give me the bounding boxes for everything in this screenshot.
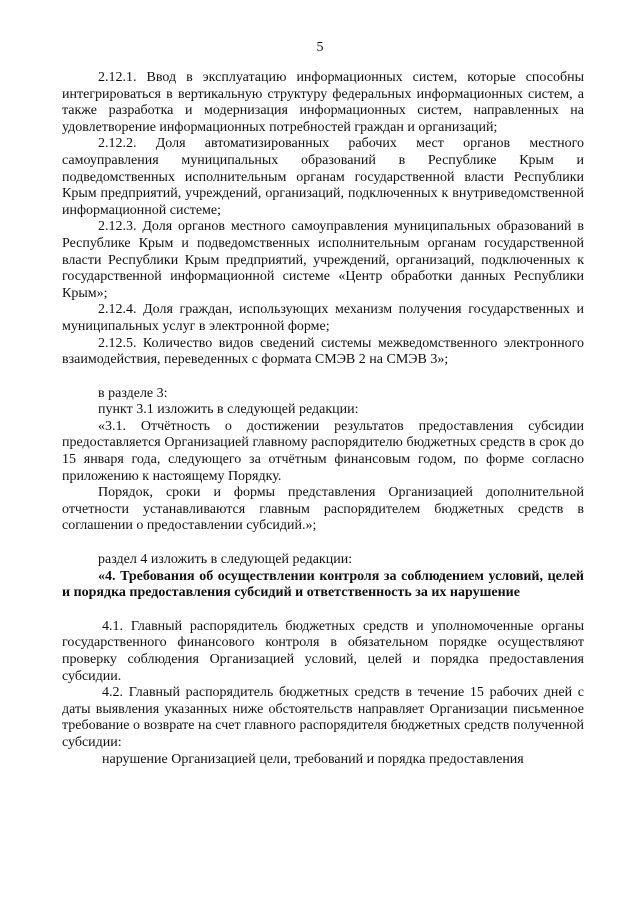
paragraph-2-12-4: 2.12.4. Доля граждан, использующих механизм получения государственных и муниципальных услуг в электронной форме; <box>62 302 584 334</box>
section-3-intro: в разделе 3: <box>98 385 168 401</box>
clause-3-1-text: «3.1. Отчётность о достижении результатов предоставления субсидии предоставляется Организацией главному распорядителю бюджетных средств в срок до 15 января года, следующего за отчётным финансовым годом, по форме согласно приложению к настоящему Порядку. <box>62 418 584 484</box>
section-4-heading: «4. Требования об осуществлении контроля за соблюдением условий, целей и порядка предоставления субсидий и ответственность за их нарушение <box>62 568 584 601</box>
paragraph-2-12-1: 2.12.1. Ввод в эксплуатацию информационных систем, которые способны интегрироваться в вертикальную структуру федеральных информационных систем, а также разработка и модернизация информационных систем, направленных на удовлетворение информационных потребностей граждан и организаций; <box>62 70 584 135</box>
paragraph-2-12-5: 2.12.5. Количество видов сведений системы межведомственного электронного взаимодействия, переведенных с формата СМЭВ 2 на СМЭВ 3»; <box>62 335 584 368</box>
clause-3-1-intro: пункт 3.1 изложить в следующей редакции: <box>98 402 359 418</box>
paragraph-2-12-3: 2.12.3. Доля органов местного самоуправления муниципальных образований в Республике Крым и подведомственных исполнительным органам государственной власти Республики Крым предприятий, учреждений, организаций, подключенных к государственной информационной системе «Центр обработки данных Республики Крым»; <box>62 219 584 301</box>
clause-3-1-additional: Порядок, сроки и формы представления Организацией дополнительной отчетности устанавливаются главным распорядителем бюджетных средств в соглашении о предоставлении субсидий.»; <box>62 485 584 534</box>
document-body <box>62 70 584 768</box>
page-number: 5 <box>316 40 324 55</box>
paragraph-2-12-2: 2.12.2. Доля автоматизированных рабочих мест органов местного самоуправления муниципальных образований в Республике Крым и подведомственных исполнительным органам государственной власти Республики Крым предприятий, учреждений, организаций, подключенных к внутриведомственной информационной системе; <box>62 136 584 218</box>
spacer <box>62 602 584 619</box>
clause-4-1: 4.1. Главный распорядитель бюджетных средств и уполномоченные органы государственного финансового контроля в обязательном порядке осуществляют проверку соблюдения Организацией условий, целей и порядка предоставления субсидии. <box>62 618 584 684</box>
clause-4-2-item: нарушение Организацией цели, требований и порядка предоставления <box>102 751 524 767</box>
clause-4-2: 4.2. Главный распорядитель бюджетных средств в течение 15 рабочих дней с даты выявления указанных ниже обстоятельств направляет Организации письменное требование о возврате на счет главного распорядителя бюджетных средств полученной субсидии: <box>62 685 584 750</box>
spacer <box>62 369 584 386</box>
spacer <box>62 535 584 552</box>
section-4-intro: раздел 4 изложить в следующей редакции: <box>98 552 353 568</box>
